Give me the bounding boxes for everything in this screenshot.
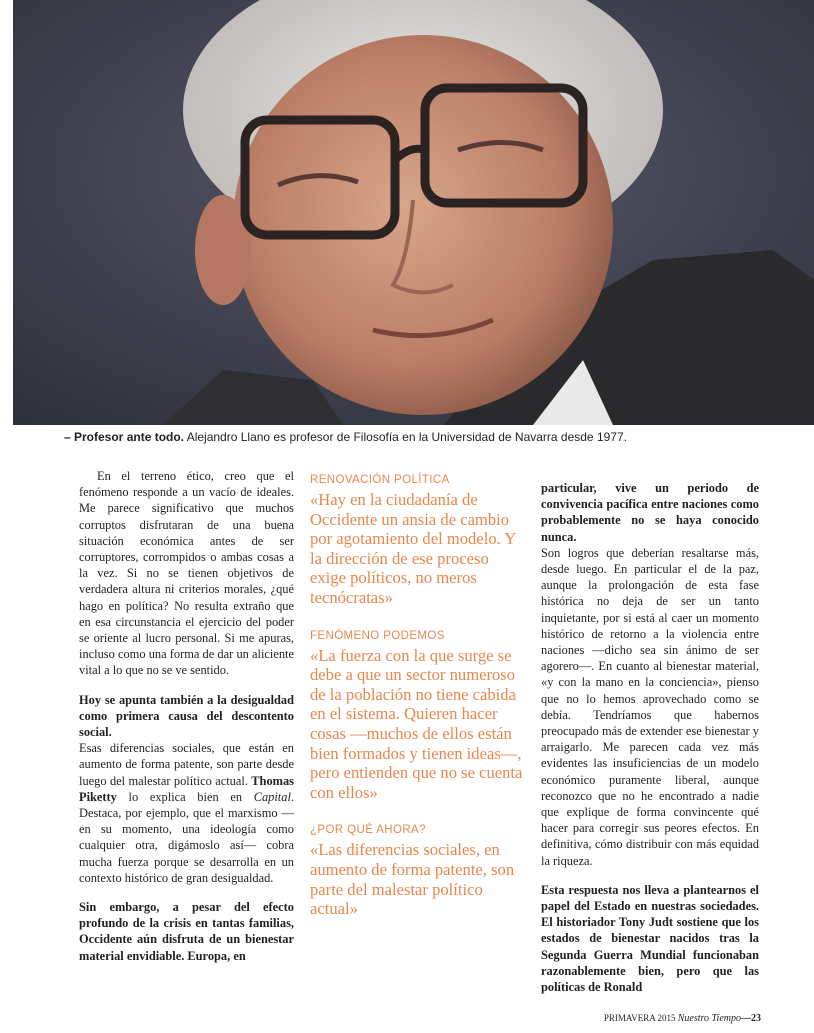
article-column-3 bbox=[541, 480, 759, 995]
footer-season: PRIMAVERA 2015 bbox=[603, 1013, 676, 1023]
paragraph: Son logros que deberían resaltarse más, desde luego. En particular el de la paz, aunque la prolongación de esta fase histórica no deja de ser un tanto inquietante, por si está al caer un momento histórico de retorno a la violencia entre naciones —dicho sea sin ánimo de ser agorero—. En cuanto al bienestar material, «y con la mano en la conciencia», pienso que no lo hemos aprovechado como se debía. Tendríamos que habernos preocupado más de extender ese bienestar y arraigarlo. Me parecen cada vez más evidentes las insuficiencias de un modelo económico puramente liberal, aunque reconozco que no he encontrado a nadie que explique de forma convincente qué hacer para corregir sus peores efectos. En definitiva, cómo distribuir con más equidad la riqueza. bbox=[541, 545, 759, 868]
name-highlight: Thomas Piketty bbox=[79, 773, 294, 804]
pullquote: «Hay en la ciudadanía de Occidente un ansia de cambio por agotamiento del modelo. Y la dirección de ese proceso exige políticos, no meros tecnócratas» bbox=[310, 490, 516, 607]
interview-question: particular, vive un periodo de convivencia pacífica entre naciones como probablemente no se haya conocido nunca. bbox=[541, 481, 759, 544]
book-title: Capital bbox=[253, 789, 291, 804]
paragraph: En el terreno ético, creo que el fenómeno responde a un vacío de ideales. Me parece significativo que muchos corruptos disfrutaran de una buena situación económica antes de ser corruptores, corrompidos o ambas cosas a la vez. Si no se tienen objetivos de verdadera altura ni criterios morales, ¿qué hago en política? No resulta extraño que en esa circunstancia el ejercicio del poder se oriente al lucro personal. Si me apuras, incluso como una forma de dar un aliciente vital a lo que no se ve sentido. bbox=[79, 469, 294, 678]
article-column-1 bbox=[79, 468, 294, 964]
pull-quotes-column bbox=[310, 474, 526, 941]
caption-lead: – Profesor ante todo. bbox=[64, 430, 185, 444]
portrait-illustration bbox=[13, 0, 814, 425]
pullquote-kicker: ¿POR QUÉ AHORA? bbox=[310, 824, 426, 837]
pullquote: «La fuerza con la que surge se debe a que un sector numeroso de la población no tiene cabida en el sistema. Quieren hacer cosas —muchos de ellos están bien formados y tienen ideas—, pero entienden que no se cuenta con ellos» bbox=[310, 645, 523, 802]
photo-caption bbox=[64, 430, 784, 444]
page-footer bbox=[604, 1013, 761, 1024]
caption-text: Alejandro Llano es profesor de Filosofía en la Universidad de Navarra desde 1977. bbox=[184, 430, 627, 444]
page-number: —23 bbox=[741, 1013, 761, 1024]
footer-magazine: Nuestro Tiempo bbox=[677, 1013, 741, 1024]
portrait-photo bbox=[13, 0, 814, 425]
paragraph: Esas diferencias sociales, que están en aumento de forma patente, son parte desde luego del malestar político actual. Thomas Piketty lo explica bien en Capital. Destaca, por ejemplo, que el marxismo —en su momento, una ideología como cualquier otra, digámoslo así— cobra mucha fuerza porque se desarrolla en un contexto histórico de gran desigualdad. bbox=[79, 741, 294, 885]
interview-question: Esta respuesta nos lleva a plantearnos el papel del Estado en nuestras sociedades. El historiador Tony Judt sostiene que los estados de bienestar nacidos tras la Segunda Guerra Mundial funcionaban razonablemente bien, pero que las políticas de Ronald bbox=[541, 882, 759, 995]
interview-question: Sin embargo, a pesar del efecto profundo de la crisis en tantas familias, Occidente aún disfruta de un bienestar material envidiable. Europa, en bbox=[79, 900, 294, 963]
interview-question: Hoy se apunta también a la desigualdad como primera causa del descontento social. bbox=[79, 692, 294, 740]
pullquote: «Las diferencias sociales, en aumento de forma patente, son parte del malestar político actual» bbox=[310, 840, 515, 919]
pullquote-kicker: RENOVACIÓN POLÍTICA bbox=[310, 474, 450, 486]
pullquote-kicker: FENÓMENO PODEMOS bbox=[310, 629, 445, 642]
